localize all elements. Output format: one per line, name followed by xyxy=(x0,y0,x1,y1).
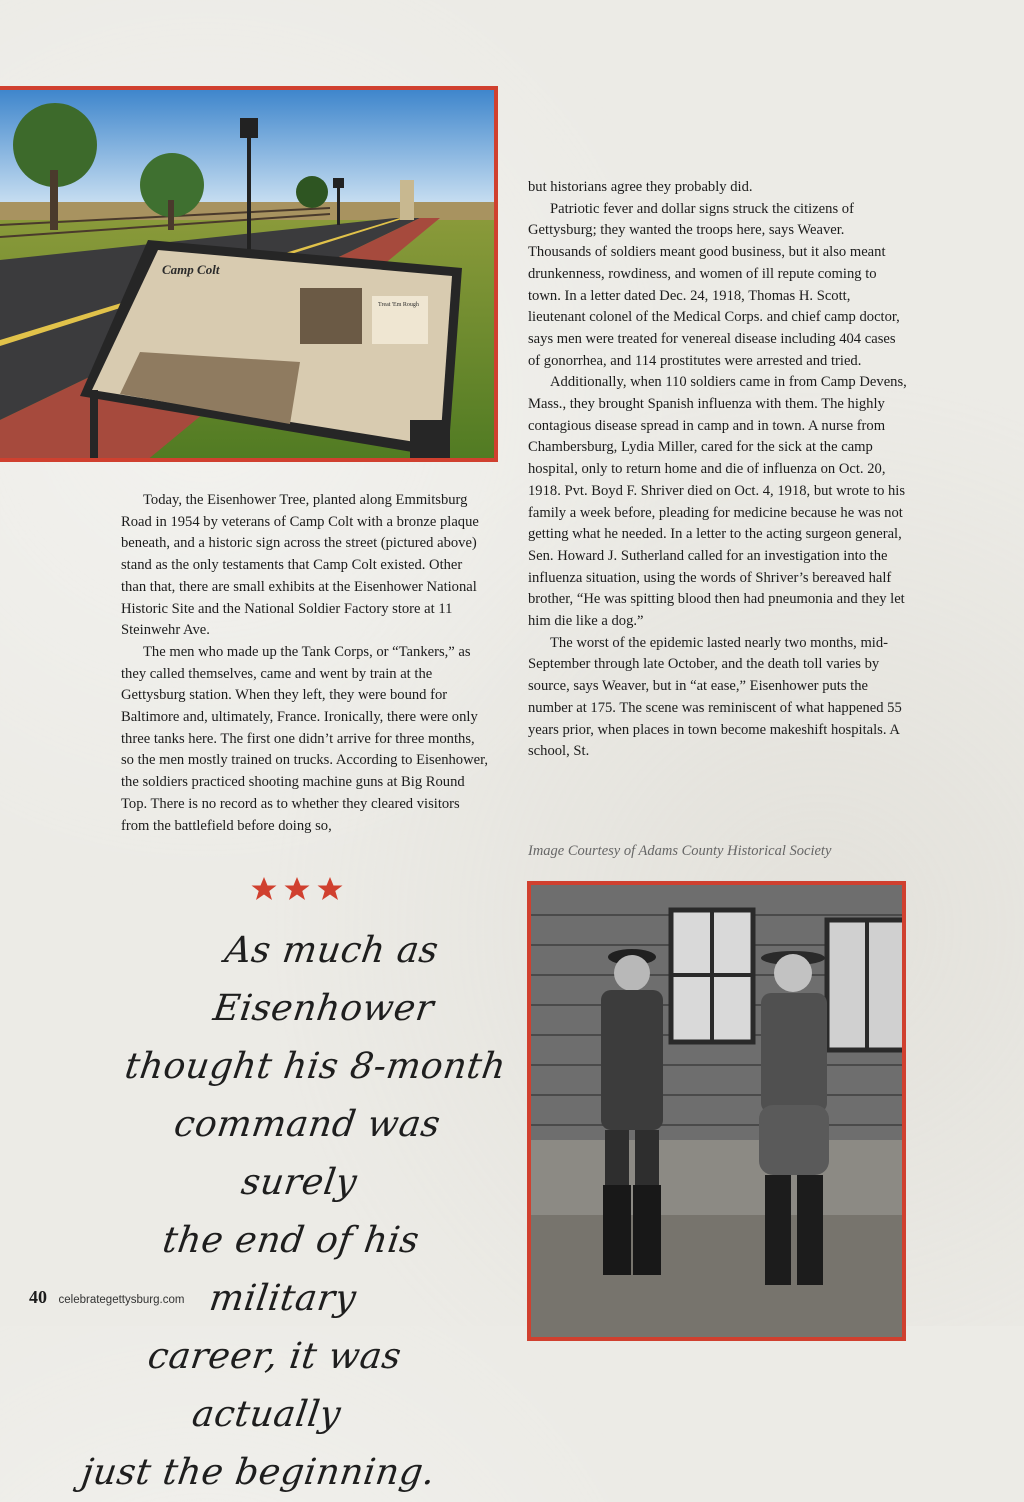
page-footer xyxy=(29,1287,184,1308)
article-left-column xyxy=(121,490,491,837)
quote-line: thought his 8-month xyxy=(122,1046,509,1087)
camp-colt-sign-photo xyxy=(0,86,498,462)
sign-sub-caption: Treat 'Em Rough xyxy=(378,302,419,308)
quote-line: As much as Eisenhower xyxy=(210,930,442,1029)
paragraph: The worst of the epidemic lasted nearly two months, mid-September through late October, and the death toll varies by source, says Weaver, but in “at ease,” Eisenhower puts the number at 175. The scene was reminiscent of what happened 55 years prior, when places in town become makeshift hospitals. A school, St. xyxy=(528,634,902,760)
website-url: celebrategettysburg.com xyxy=(58,1294,185,1306)
photo-caption: Image Courtesy of Adams County Historical Society xyxy=(528,843,832,859)
paragraph: Patriotic fever and dollar signs struck the citizens of Gettysburg; they wanted the troops here, says Weaver. Thousands of soldiers meant good business, but it also meant drunkenness, rowdiness, and women of ill repute coming to town. In a letter dated Dec. 24, 1918, Thomas H. Scott, lieutenant colonel of the Medical Corps. and chief camp doctor, says men were treated for venereal disease including 404 cases of gonorrhea, and 114 prostitutes were arrested and tried. xyxy=(528,200,900,369)
paragraph: but historians agree they probably did. xyxy=(528,179,753,195)
article-right-column xyxy=(528,177,908,763)
quote-line: command was surely xyxy=(171,1104,443,1203)
paragraph: Today, the Eisenhower Tree, planted along Emmitsburg Road in 1954 by veterans of Camp Colt with a bronze plaque beneath, and a historic sign across the street (pictured above) stand as the only testaments that Camp Colt existed. Other than that, there are small exhibits at the Eisenhower National Historic Site and the National Soldier Factory store at 11 Steinwehr Ave. xyxy=(121,492,479,639)
quote-line: career, it was actually xyxy=(145,1336,404,1435)
quote-line: just the beginning. xyxy=(78,1452,438,1493)
paragraph: Additionally, when 110 soldiers came in from Camp Devens, Mass., they brought Spanish influenza with them. The highly contagious disease spread in camp and in town. A nurse from Chambersburg, Lydia Miller, cared for the sick at the camp hospital, only to return home and die of influenza on Oct. 20, 1918. Pvt. Boyd F. Shriver died on Oct. 4, 1918, but wrote to his family a week before, pleading for medicine because he was not getting what he needed. In a letter to the acting surgeon general, Sen. Howard J. Sutherland called for an investigation into the influenza situation, using the words of Shriver’s bereaved half brother, “He was spitting blood then had pneumonia and they let him die like a dog.” xyxy=(528,374,907,630)
sign-title: Camp Colt xyxy=(162,262,220,277)
paragraph: The men who made up the Tank Corps, or “Tankers,” as they called themselves, came and went by train at the Gettysburg station. When they left, they were bound for Baltimore and, ultimately, France. Ironically, there were only three tanks here. The first one didn’t arrive for three months, so the men mostly trained on trucks. According to Eisenhower, the soldiers practiced shooting machine guns at Big Round Top. There is no record as to whether they cleared visitors from the battlefield before doing so, xyxy=(121,643,489,834)
star-divider-icon xyxy=(250,874,350,904)
page-number: 40 xyxy=(29,1287,47,1307)
pull-quote xyxy=(59,922,531,1502)
quote-line: the end of his military xyxy=(160,1220,422,1319)
officers-historic-photo xyxy=(527,881,906,1341)
